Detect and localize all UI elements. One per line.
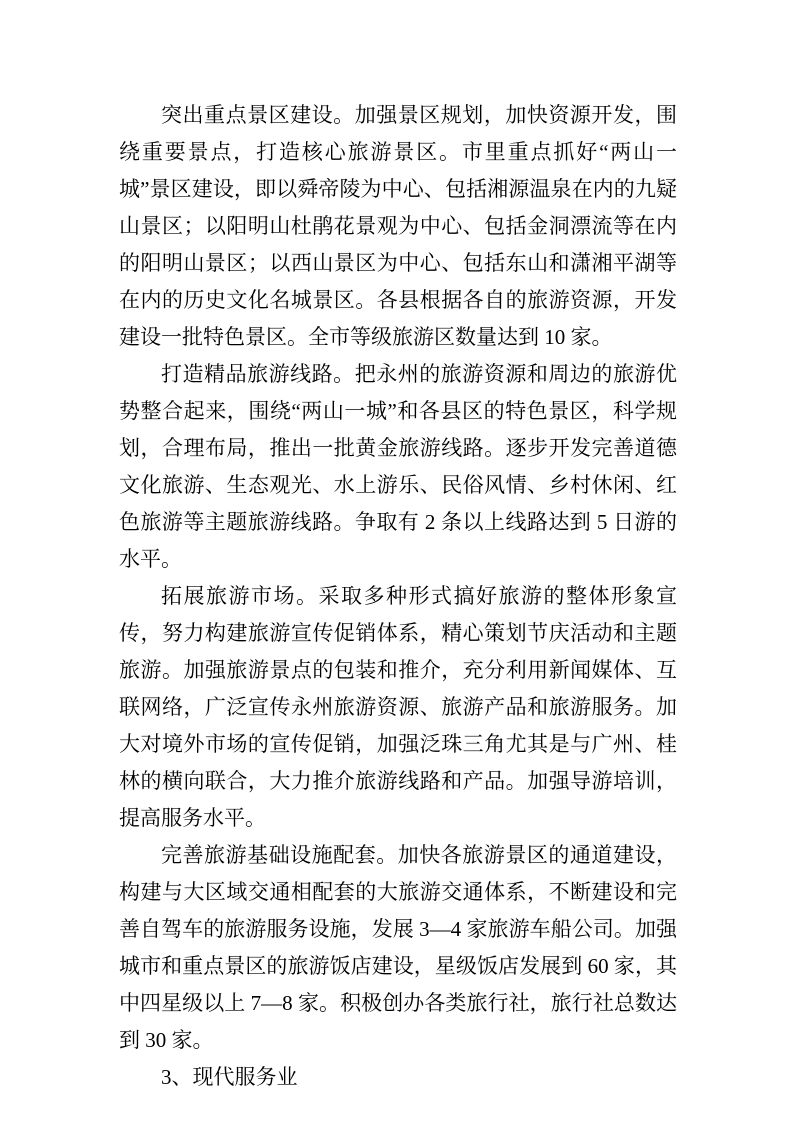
- heading-modern-services: 3、现代服务业: [161, 1065, 298, 1089]
- document-content: [119, 97, 677, 1096]
- paragraph-tourism-market: 拓展旅游市场。采取多种形式搞好旅游的整体形象宣传，努力构建旅游宣传促销体系，精心策划节庆活动和主题旅游。加强旅游景点的包装和推介，充分利用新闻媒体、互联网络，广泛宣传永州旅游资源、旅游产品和旅游服务。加大对境外市场的宣传促销，加强泛珠三角尤其是与广州、桂林的横向联合，大力推介旅游线路和产品。加强导游培训，提高服务水平。: [119, 584, 677, 830]
- paragraph-key-scenic-areas: 突出重点景区建设。加强景区规划，加快资源开发，围绕重要景点，打造核心旅游景区。市里重点抓好“两山一城”景区建设，即以舜帝陵为中心、包括湘源温泉在内的九疑山景区；以阳明山杜鹃花景观为中心、包括金洞漂流等在内的阳明山景区；以西山景区为中心、包括东山和潇湘平湖等在内的历史文化名城景区。各县根据各自的旅游资源，开发建设一批特色景区。全市等级旅游区数量达到 10 家。: [119, 103, 677, 349]
- paragraph-infrastructure: 完善旅游基础设施配套。加快各旅游景区的通道建设，构建与大区域交通相配套的大旅游交通体系，不断建设和完善自驾车的旅游服务设施，发展 3—4 家旅游车船公司。加强城市和重点景区的旅游饭店建设，星级饭店发展到 60 家，其中四星级以上 7—8 家。积极创办各类旅行社，旅行社总数达到 30 家。: [119, 843, 677, 1052]
- paragraph-premium-routes: 打造精品旅游线路。把永州的旅游资源和周边的旅游优势整合起来，围绕“两山一城”和各县区的特色景区，科学规划，合理布局，推出一批黄金旅游线路。逐步开发完善道德文化旅游、生态观光、水上游乐、民俗风情、乡村休闲、红色旅游等主题旅游线路。争取有 2 条以上线路达到 5 日游的水平。: [119, 362, 677, 571]
